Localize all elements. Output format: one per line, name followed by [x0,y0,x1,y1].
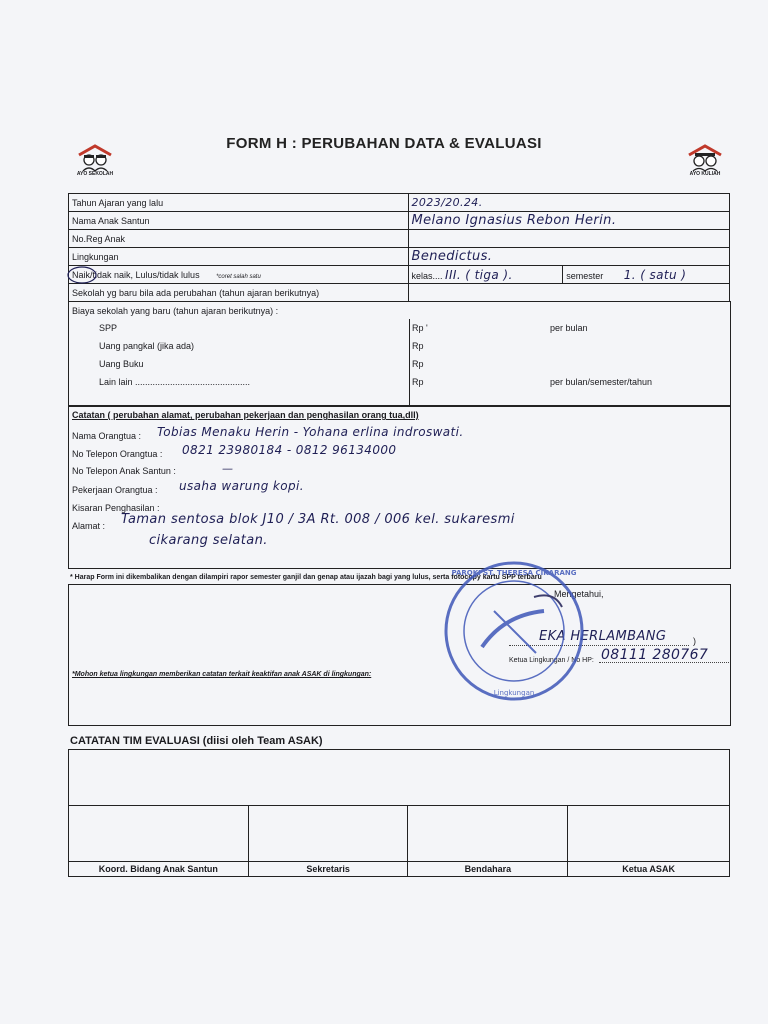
telepon-anak-label: No Telepon Anak Santun : [72,466,176,476]
costs-heading: Biaya sekolah yang baru (tahun ajaran berikutnya) : [72,306,279,316]
school-logo-icon [75,143,115,173]
signer-label-row [69,862,730,877]
kelas-label: kelas.... [411,270,443,281]
spp-period: per bulan [550,323,588,333]
semester-value[interactable]: 1. ( satu ) [623,267,687,282]
signer-close: ) [693,636,696,646]
lain-lain-rp[interactable]: Rp [412,377,424,387]
kelas-cell [408,266,563,284]
signer-label: Koord. Bidang Anak Santun [69,862,249,877]
row-label: Tahun Ajaran yang lalu [69,194,409,212]
signature-cell[interactable] [69,806,249,862]
table-row [69,212,730,230]
kelas-value[interactable]: III. ( tiga ). [445,267,513,282]
ayo-kuliah-logo [675,143,735,177]
pekerjaan-label: Pekerjaan Orangtua : [72,485,158,495]
nama-anak-value[interactable]: Melano Ignasius Rebon Herin. [408,212,730,230]
table-row [69,230,730,248]
telepon-anak-value[interactable]: — [222,462,234,475]
uang-buku-label: Uang Buku [99,359,144,369]
mengetahui-label: Mengetahui, [554,589,604,599]
college-logo-icon [685,143,725,173]
semester-label: semester [566,270,604,281]
notes-heading: Catatan ( perubahan alamat, perubahan pekerjaan dan penghasilan orang tua,dll) [72,410,419,420]
kisaran-label: Kisaran Penghasilan : [72,503,160,513]
parish-stamp-icon [434,551,594,711]
notes-section [68,405,731,569]
signature-row [69,806,730,862]
lain-lain-label: Lain lain .............................................. [99,377,251,387]
nama-orangtua-value[interactable]: Tobias Menaku Herin - Yohana erlina indroswati. [157,425,464,439]
spp-label: SPP [99,323,118,333]
no-reg-value[interactable] [408,230,730,248]
footnote: * Harap Form ini dikembalikan dengan dilampiri rapor semester ganjil dan genap atau ijazah bagi yang lulus, serta fotocopy kartu SPP terbaru [70,574,542,581]
nama-orangtua-label: Nama Orangtua : [72,431,142,441]
logo-right-caption: AYO KULIAH [689,171,721,177]
row-label: No.Reg Anak [69,230,409,248]
signer-label: Sekretaris [248,862,408,877]
tahun-ajaran-value[interactable]: 2023/20.24. [408,194,730,212]
page-title: FORM H : PERUBAHAN DATA & EVALUASI [226,135,542,152]
uang-pangkal-label: Uang pangkal (jika ada) [99,341,195,351]
alamat-label: Alamat : [72,521,106,531]
circle-mark-icon [66,265,100,285]
ayo-sekolah-logo [65,143,125,177]
signature-cell[interactable] [568,806,730,862]
lingkungan-value[interactable]: Benedictus. [408,248,730,266]
uang-buku-rp[interactable]: Rp [412,359,424,369]
phone-value: 08111 280767 [601,647,709,663]
telepon-orangtua-label: No Telepon Orangtua : [72,449,163,459]
lain-lain-period: per bulan/semester/tahun [550,377,653,387]
logo-left-caption: AYO SEKOLAH [76,171,114,177]
evaluation-heading: CATATAN TIM EVALUASI (diisi oleh Team ASAK) [70,735,323,747]
stamp-text-bottom: Lingkungan [493,689,535,697]
sekolah-baru-value[interactable] [408,284,730,302]
signer-name: EKA HERLAMBANG [539,629,667,644]
lingkungan-note: *Mohon ketua lingkungan memberikan catatan terkait keaktifan anak ASAK di lingkungan: [72,671,372,678]
table-row [69,266,730,284]
row-label: Lingkungan [69,248,409,266]
stamp-text-top: PAROKI ST. THERESA CIKARANG [451,569,577,577]
semester-cell [563,266,730,284]
role-label: Ketua Lingkungan / No HP: [509,657,594,664]
uang-pangkal-rp[interactable]: Rp [412,341,424,351]
pekerjaan-value[interactable]: usaha warung kopi. [179,479,304,493]
status-label: Naik/tidak naik, Lulus/tidak lulus [72,269,200,280]
alamat-line2[interactable]: cikarang selatan. [149,533,268,548]
row-label: Sekolah yg baru bila ada perubahan (tahun ajaran berikutnya) [69,284,409,302]
signature-cell[interactable] [248,806,408,862]
row-label: Nama Anak Santun [69,212,409,230]
signature-cell[interactable] [408,806,568,862]
costs-divider [409,319,410,406]
data-table [68,193,730,302]
evaluation-table [68,749,730,877]
evaluation-notes-area[interactable] [69,750,730,806]
signer-label: Bendahara [408,862,568,877]
table-row [69,194,730,212]
table-row [69,248,730,266]
status-note: *coret salah satu [216,273,261,280]
status-cell [69,266,409,284]
telepon-orangtua-value[interactable]: 0821 23980184 - 0812 96134000 [182,443,397,457]
spp-rp[interactable]: Rp ' [412,323,428,333]
signer-label: Ketua ASAK [568,862,730,877]
evaluation-notes-row [69,750,730,806]
table-row [69,284,730,302]
alamat-line1[interactable]: Taman sentosa blok J10 / 3A Rt. 008 / 006 kel. sukaresmi [121,512,515,527]
costs-section [68,301,731,407]
